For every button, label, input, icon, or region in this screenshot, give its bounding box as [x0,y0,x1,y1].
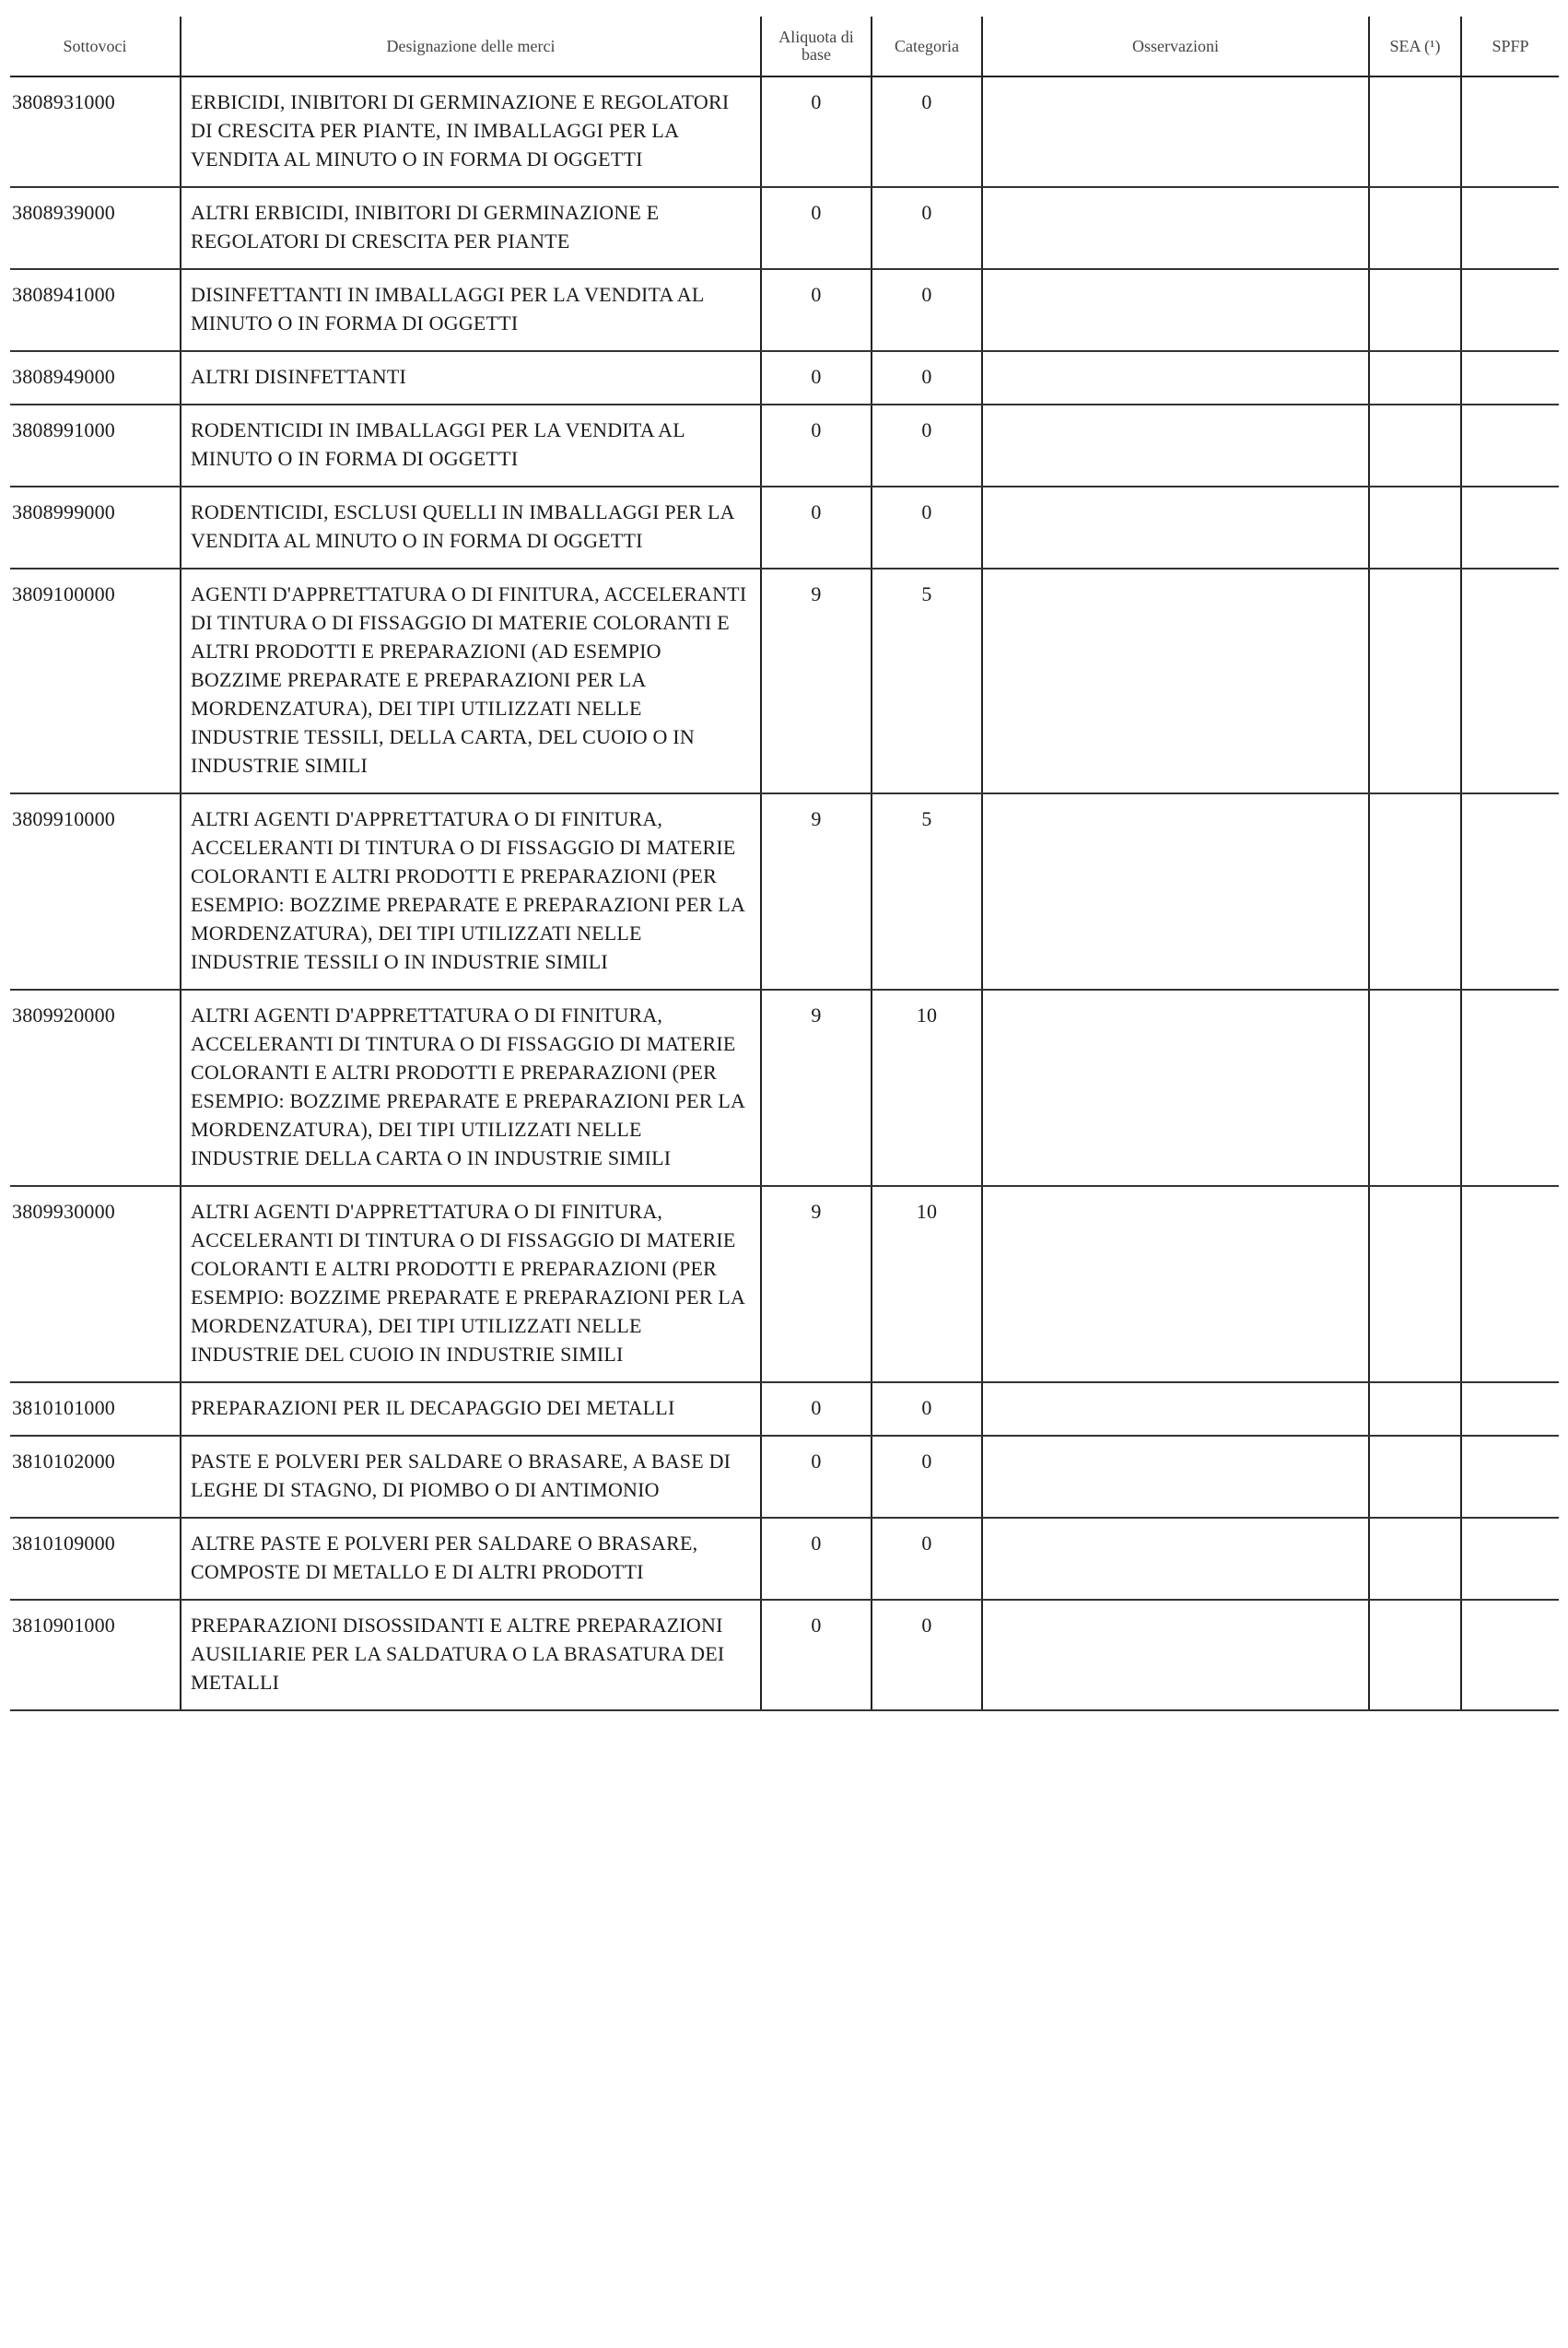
row-aliquota: 9 [761,569,872,793]
row-sea [1369,793,1461,990]
row-osservazioni [982,487,1369,569]
tariff-page [10,17,1559,1711]
row-categoria: 0 [872,1600,982,1710]
row-categoria: 0 [872,405,982,487]
header-designazione: Designazione delle merci [181,17,761,76]
row-osservazioni [982,793,1369,990]
row-description: RODENTICIDI IN IMBALLAGGI PER LA VENDITA AL MINUTO O IN FORMA DI OGGETTI [181,405,761,487]
row-categoria: 10 [872,1186,982,1382]
row-description: PASTE E POLVERI PER SALDARE O BRASARE, A BASE DI LEGHE DI STAGNO, DI PIOMBO O DI ANTIMONIO [181,1436,761,1518]
table-row [10,1382,1559,1436]
header-categoria: Categoria [872,17,982,76]
row-description: ERBICIDI, INIBITORI DI GERMINAZIONE E REGOLATORI DI CRESCITA PER PIANTE, IN IMBALLAGGI PER LA VENDITA AL MINUTO O IN FORMA DI OGGETTI [181,76,761,187]
table-row [10,76,1559,187]
row-sea [1369,487,1461,569]
row-spfp [1461,76,1559,187]
row-aliquota: 0 [761,1600,872,1710]
table-row [10,1518,1559,1600]
row-osservazioni [982,1186,1369,1382]
row-sea [1369,269,1461,351]
row-categoria: 5 [872,569,982,793]
row-spfp [1461,1186,1559,1382]
row-description: DISINFETTANTI IN IMBALLAGGI PER LA VENDITA AL MINUTO O IN FORMA DI OGGETTI [181,269,761,351]
row-code: 3809930000 [10,1186,181,1382]
table-row [10,793,1559,990]
row-osservazioni [982,1382,1369,1436]
row-osservazioni [982,1600,1369,1710]
row-description: PREPARAZIONI PER IL DECAPAGGIO DEI METALLI [181,1382,761,1436]
row-description: ALTRE PASTE E POLVERI PER SALDARE O BRASARE, COMPOSTE DI METALLO E DI ALTRI PRODOTTI [181,1518,761,1600]
row-aliquota: 0 [761,351,872,405]
row-sea [1369,1186,1461,1382]
row-categoria: 0 [872,1436,982,1518]
row-code: 3808999000 [10,487,181,569]
header-sea: SEA (¹) [1369,17,1461,76]
row-categoria: 10 [872,990,982,1186]
row-sea [1369,1436,1461,1518]
row-code: 3808939000 [10,187,181,269]
row-sea [1369,405,1461,487]
row-spfp [1461,187,1559,269]
table-row [10,405,1559,487]
table-row [10,351,1559,405]
table-row [10,187,1559,269]
row-code: 3810101000 [10,1382,181,1436]
row-sea [1369,990,1461,1186]
row-spfp [1461,269,1559,351]
row-sea [1369,1600,1461,1710]
row-description: PREPARAZIONI DISOSSIDANTI E ALTRE PREPARAZIONI AUSILIARIE PER LA SALDATURA O LA BRASATURA DEI METALLI [181,1600,761,1710]
table-row [10,1600,1559,1710]
row-aliquota: 9 [761,793,872,990]
row-spfp [1461,1436,1559,1518]
row-aliquota: 0 [761,1518,872,1600]
row-description: AGENTI D'APPRETTATURA O DI FINITURA, ACCELERANTI DI TINTURA O DI FISSAGGIO DI MATERIE COLORANTI E ALTRI PRODOTTI E PREPARAZIONI (AD ESEMPIO BOZZIME PREPARATE E PREPARAZIONI PER LA MORDENZATURA), DEI TIPI UTILIZZATI NELLE INDUSTRIE TESSILI, DELLA CARTA, DEL CUOIO O IN INDUSTRIE SIMILI [181,569,761,793]
row-categoria: 0 [872,187,982,269]
row-osservazioni [982,569,1369,793]
row-code: 3809920000 [10,990,181,1186]
row-sea [1369,1382,1461,1436]
row-spfp [1461,351,1559,405]
row-aliquota: 0 [761,405,872,487]
row-spfp [1461,569,1559,793]
row-code: 3808949000 [10,351,181,405]
row-categoria: 0 [872,269,982,351]
row-aliquota: 0 [761,76,872,187]
row-description: ALTRI AGENTI D'APPRETTATURA O DI FINITURA, ACCELERANTI DI TINTURA O DI FISSAGGIO DI MATERIE COLORANTI E ALTRI PRODOTTI E PREPARAZIONI (PER ESEMPIO: BOZZIME PREPARATE E PREPARAZIONI PER LA MORDENZATURA), DEI TIPI UTILIZZATI NELLE INDUSTRIE TESSILI O IN INDUSTRIE SIMILI [181,793,761,990]
row-sea [1369,569,1461,793]
row-spfp [1461,487,1559,569]
row-description: ALTRI AGENTI D'APPRETTATURA O DI FINITURA, ACCELERANTI DI TINTURA O DI FISSAGGIO DI MATERIE COLORANTI E ALTRI PRODOTTI E PREPARAZIONI (PER ESEMPIO: BOZZIME PREPARATE E PREPARAZIONI PER LA MORDENZATURA), DEI TIPI UTILIZZATI NELLE INDUSTRIE DELLA CARTA O IN INDUSTRIE SIMILI [181,990,761,1186]
row-osservazioni [982,351,1369,405]
row-categoria: 5 [872,793,982,990]
row-aliquota: 0 [761,187,872,269]
table-body [10,76,1559,1710]
row-code: 3808941000 [10,269,181,351]
table-row [10,269,1559,351]
row-description: RODENTICIDI, ESCLUSI QUELLI IN IMBALLAGGI PER LA VENDITA AL MINUTO O IN FORMA DI OGGETTI [181,487,761,569]
row-code: 3810901000 [10,1600,181,1710]
row-description: ALTRI ERBICIDI, INIBITORI DI GERMINAZIONE E REGOLATORI DI CRESCITA PER PIANTE [181,187,761,269]
tariff-table [10,17,1559,1711]
row-sea [1369,1518,1461,1600]
row-categoria: 0 [872,487,982,569]
row-aliquota: 0 [761,269,872,351]
row-aliquota: 9 [761,1186,872,1382]
row-sea [1369,76,1461,187]
table-row [10,1436,1559,1518]
row-osservazioni [982,187,1369,269]
header-aliquota: Aliquota di base [761,17,872,76]
row-spfp [1461,1382,1559,1436]
row-sea [1369,351,1461,405]
row-aliquota: 0 [761,1382,872,1436]
header-osservazioni: Osservazioni [982,17,1369,76]
row-code: 3808991000 [10,405,181,487]
row-osservazioni [982,269,1369,351]
row-spfp [1461,1518,1559,1600]
table-header [10,17,1559,76]
table-row [10,990,1559,1186]
row-code: 3810109000 [10,1518,181,1600]
row-categoria: 0 [872,351,982,405]
row-osservazioni [982,405,1369,487]
row-aliquota: 0 [761,487,872,569]
row-spfp [1461,1600,1559,1710]
row-categoria: 0 [872,1382,982,1436]
row-code: 3809100000 [10,569,181,793]
table-row [10,569,1559,793]
row-description: ALTRI DISINFETTANTI [181,351,761,405]
row-spfp [1461,990,1559,1186]
row-description: ALTRI AGENTI D'APPRETTATURA O DI FINITURA, ACCELERANTI DI TINTURA O DI FISSAGGIO DI MATERIE COLORANTI E ALTRI PRODOTTI E PREPARAZIONI (PER ESEMPIO: BOZZIME PREPARATE E PREPARAZIONI PER LA MORDENZATURA), DEI TIPI UTILIZZATI NELLE INDUSTRIE DEL CUOIO IN INDUSTRIE SIMILI [181,1186,761,1382]
table-row [10,1186,1559,1382]
row-spfp [1461,793,1559,990]
row-sea [1369,187,1461,269]
table-row [10,487,1559,569]
row-code: 3809910000 [10,793,181,990]
header-sottovoci: Sottovoci [10,17,181,76]
row-spfp [1461,405,1559,487]
row-osservazioni [982,1436,1369,1518]
row-aliquota: 9 [761,990,872,1186]
row-osservazioni [982,76,1369,187]
row-osservazioni [982,990,1369,1186]
row-osservazioni [982,1518,1369,1600]
row-categoria: 0 [872,1518,982,1600]
row-code: 3808931000 [10,76,181,187]
row-aliquota: 0 [761,1436,872,1518]
header-spfp: SPFP [1461,17,1559,76]
row-code: 3810102000 [10,1436,181,1518]
row-categoria: 0 [872,76,982,187]
